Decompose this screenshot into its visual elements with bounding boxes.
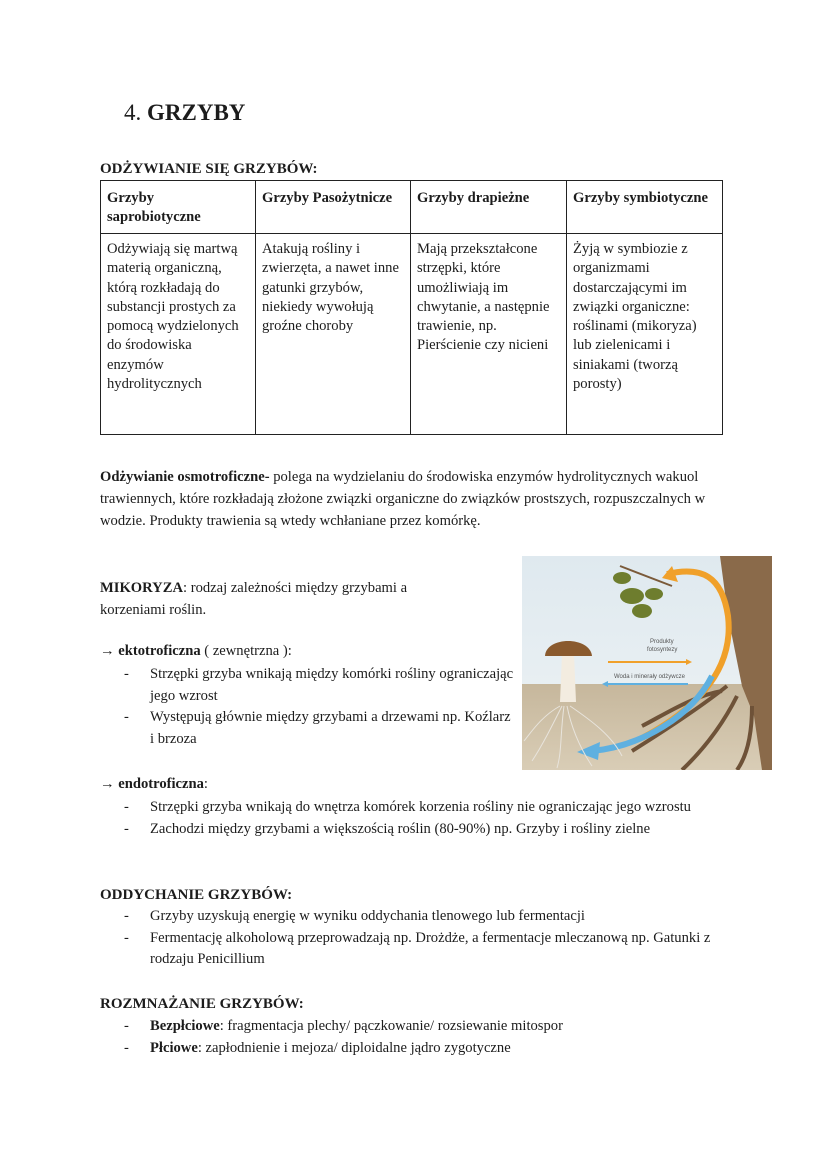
label-products-line-1: Produkty [650,639,674,645]
table-cell: Atakują rośliny i zwierzęta, a nawet inne gatunki grzybów, niekiedy wywołują groźne choroby [256,234,411,435]
osmotrophic-text: polega na wydzielaniu do środowiska enzymów hydrolitycznych wakuol trawiennych, które rozkładają złożone związki organiczne do związków prostszych, rozpuszczalnych w wodzie. Produkty trawienia są wtedy wchłaniane przez komórkę. [100,469,706,529]
table-cell: Mają przekształcone strzępki, które umożliwiają im chwytanie, a następnie trawienie, np. Pierścienie czy nicieni [411,234,567,435]
list-item [100,1038,730,1060]
endo-note: : [203,776,208,792]
mushroom-stem [560,654,576,702]
ecto-list [100,664,515,750]
nutrition-table [100,180,723,435]
list-item: - Strzępki grzyba wnikają między komórki rośliny ograniczając jego wzrost [100,664,515,707]
reproduction-term: Bezpłciowe [150,1018,220,1034]
reproduction-heading: ROZMNAŻANIE GRZYBÓW: [100,996,304,1012]
list-item: - Grzyby uzyskują energię w wyniku oddychania tlenowego lub fermentacji [100,906,730,928]
ecto-term: ektotroficzna [118,643,201,659]
mycorrhiza-text: : rodzaj zależności między grzybami a korzeniami roślin. [100,580,408,618]
table-cell: Żyją w symbiozie z organizmami dostarczającymi im związki organiczne: roślinami (mikoryza) lub zielenicami i siniakami (tworzą porosty) [567,234,723,435]
list-item: - Fermentację alkoholową przeprowadzają np. Drożdże, a fermentacje mleczanową np. Gatunki z rodzaju Penicillium [100,928,730,971]
endo-list [100,797,730,840]
ecto-note: ( zewnętrzna ): [200,643,292,659]
label-products-line-2: fotosyntezy [647,647,678,653]
table-row [101,234,723,435]
table-header-row [101,181,723,234]
ecto-heading [100,642,292,661]
list-item: - Występują głównie między grzybami a drzewami np. Koźlarz i brzoza [100,707,515,750]
endo-heading [100,775,208,794]
arrow-icon: → [100,776,115,792]
column-header: Grzyby Pasożytnicze [256,181,411,234]
endo-term: endotroficzna [118,776,204,792]
reproduction-list [100,1016,730,1059]
osmotrophic-term: Odżywianie osmotroficzne- [100,469,270,485]
reproduction-term: Płciowe [150,1039,198,1056]
reproduction-text: : fragmentacja plechy/ pączkowanie/ rozsiewanie mitospor [219,1018,563,1034]
label-water: Woda i minerały odżywcze [614,674,685,680]
respiration-list [100,906,730,971]
chapter-title: GRZYBY [147,100,246,125]
list-item [100,1016,730,1038]
mycorrhiza-illustration [522,556,772,770]
reproduction-text: : zapłodnienie i mejoza/ diploidalne jądro zygotyczne [197,1039,511,1056]
mycorrhiza-definition [100,577,470,621]
column-header: Grzyby drapieżne [411,181,567,234]
column-header: Grzyby saprobiotyczne [101,181,256,234]
page-title [124,98,245,128]
list-item: - Strzępki grzyba wnikają do wnętrza komórek korzenia rośliny nie ograniczając jego wzrostu [100,797,730,819]
arrow-icon: → [100,643,115,659]
column-header: Grzyby symbiotyczne [567,181,723,234]
chapter-number: 4. [124,100,142,125]
list-item: - Zachodzi między grzybami a większością roślin (80-90%) np. Grzyby i rośliny zielne [100,819,730,841]
nutrition-heading: ODŻYWIANIE SIĘ GRZYBÓW: [100,161,318,177]
osmotrophic-paragraph [100,466,720,532]
respiration-heading: ODDYCHANIE GRZYBÓW: [100,887,293,903]
table-cell: Odżywiają się martwą materią organiczną, którą rozkładają do substancji prostych za pomocą wydzielonych do środowiska enzymów hydrolitycznych [101,234,256,435]
mycorrhiza-term: MIKORYZA [100,580,183,596]
